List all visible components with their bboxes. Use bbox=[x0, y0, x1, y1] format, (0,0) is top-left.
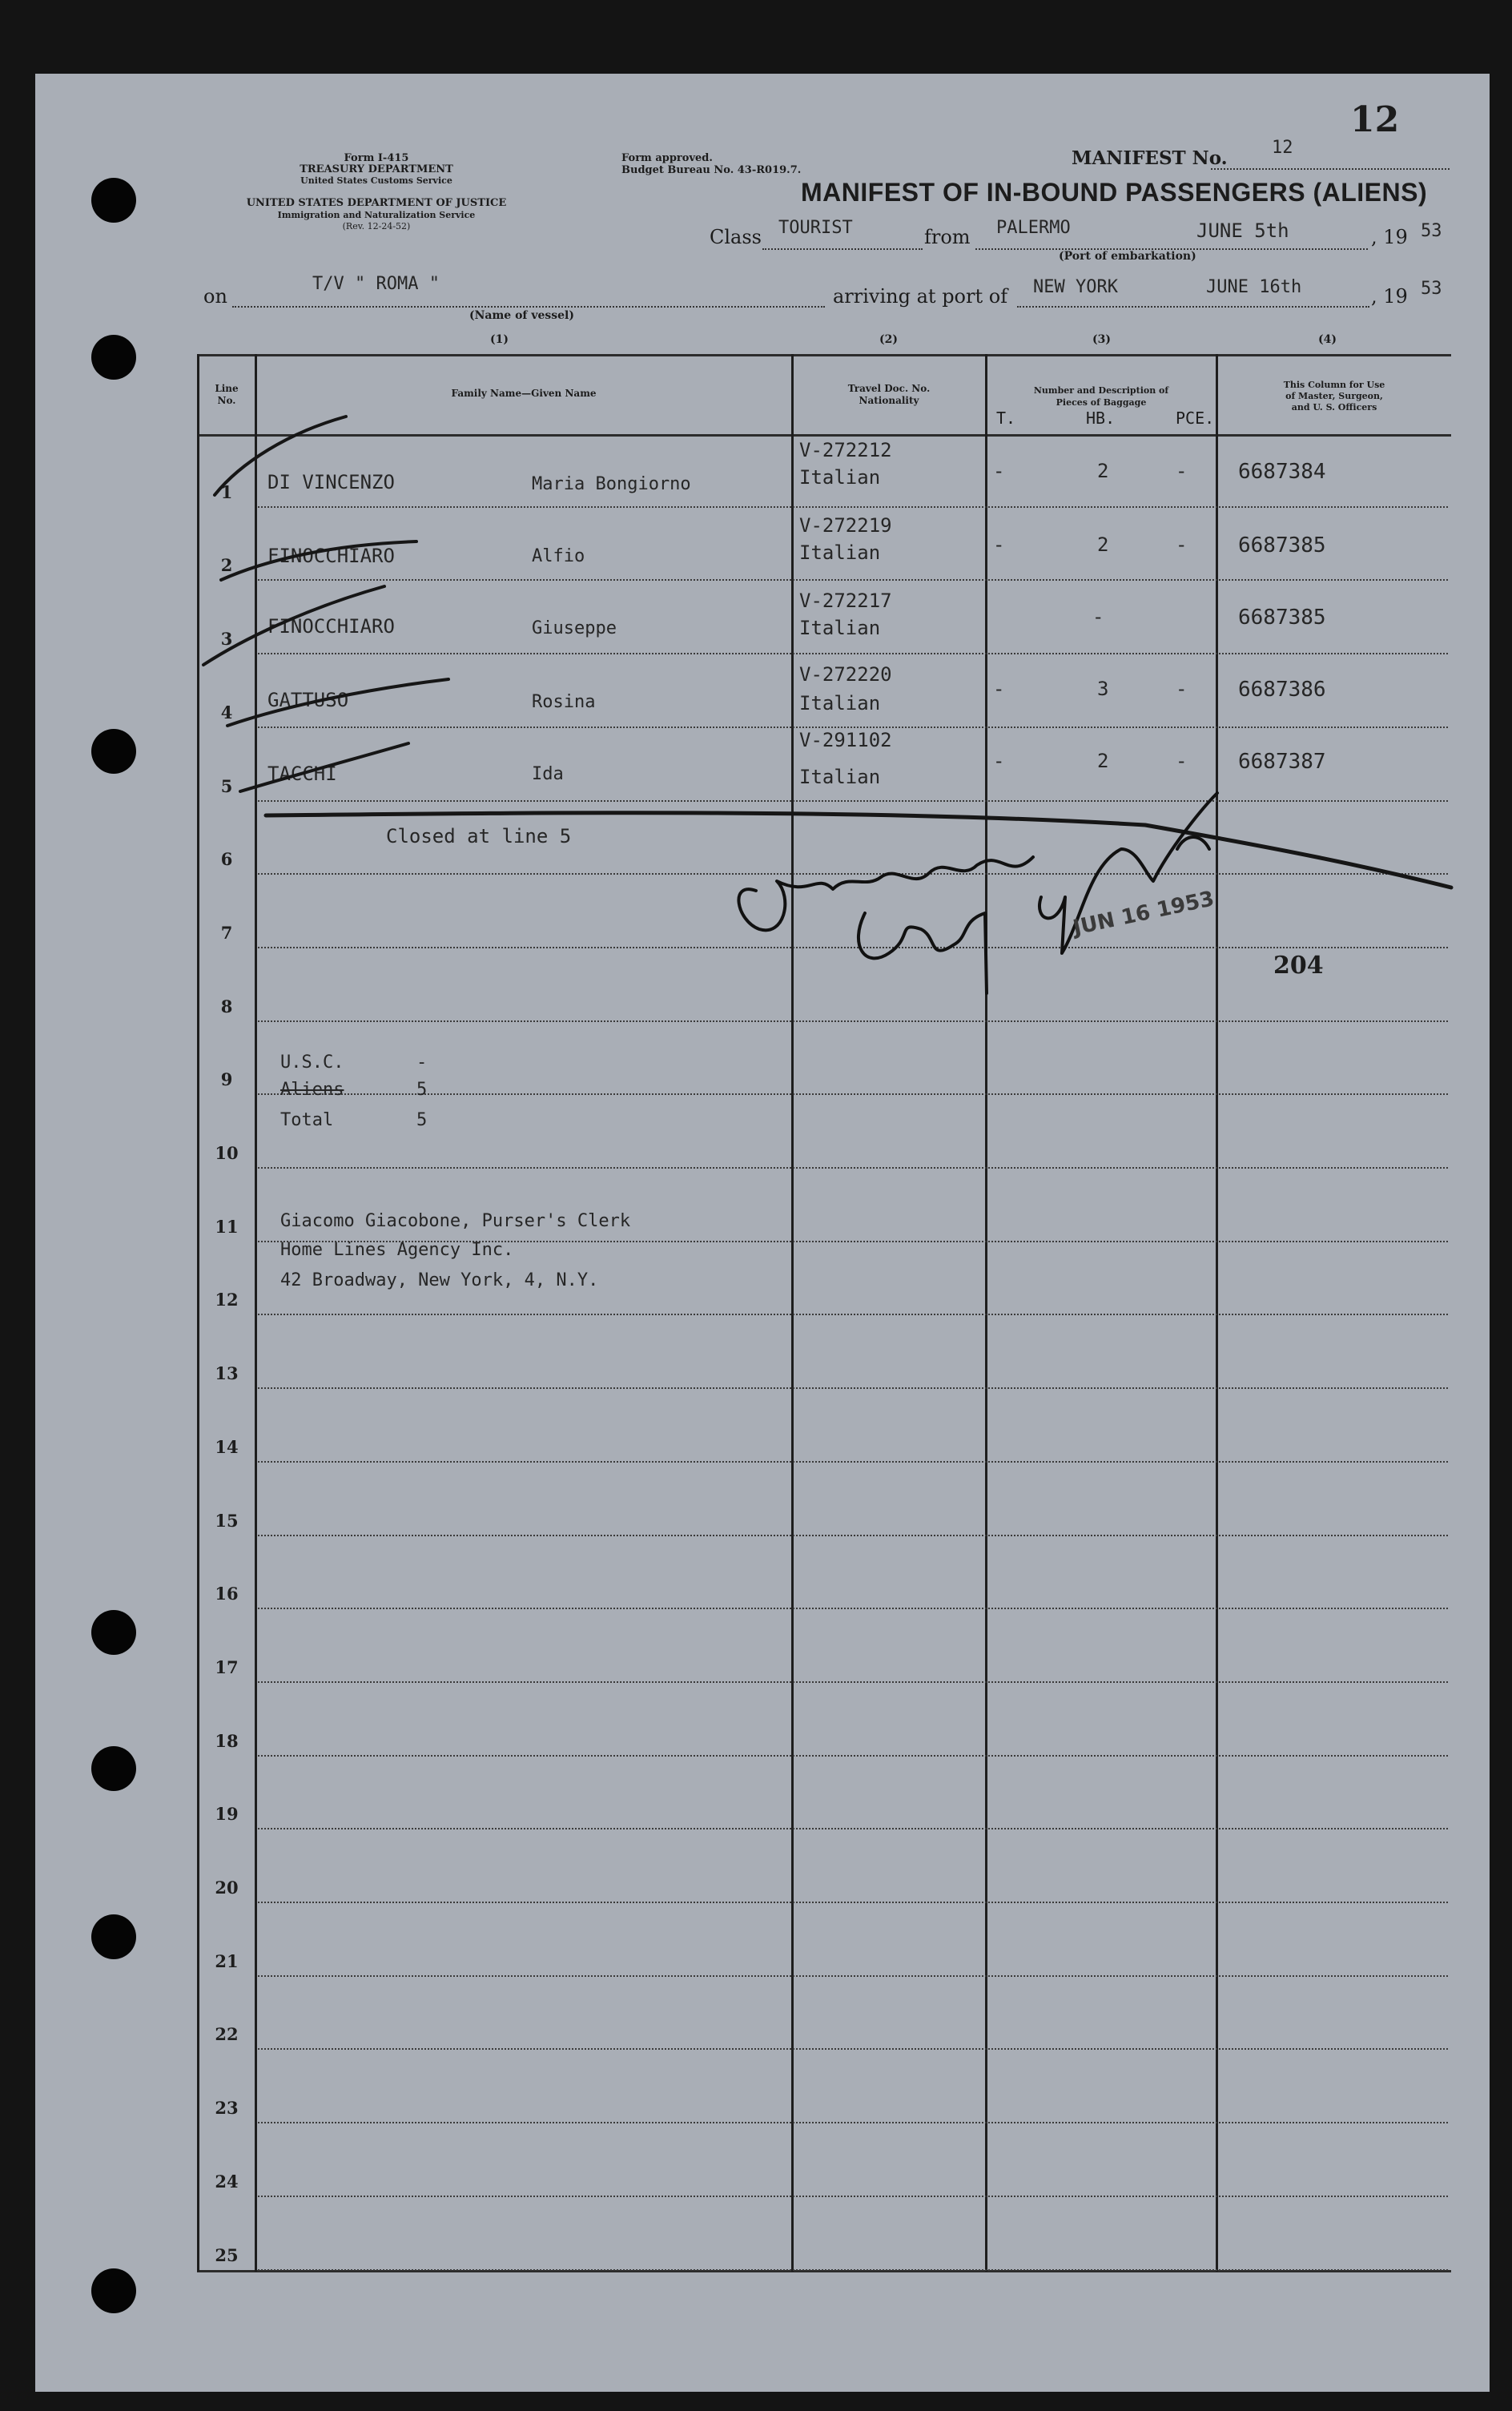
passenger-given-name: Rosina bbox=[532, 692, 596, 712]
header-officers-line3: and U. S. Officers bbox=[1291, 402, 1377, 413]
passenger-family-name: FINOCCHIARO bbox=[267, 615, 395, 638]
passenger-given-name: Giuseppe bbox=[532, 618, 617, 638]
passenger-doc-no: V-291102 bbox=[799, 729, 892, 751]
line-number: 15 bbox=[215, 1511, 239, 1531]
header-officers-line2: of Master, Surgeon, bbox=[1285, 391, 1383, 401]
vessel-caption: (Name of vessel) bbox=[469, 309, 574, 322]
line-number: 16 bbox=[215, 1584, 239, 1604]
line-number: 19 bbox=[215, 1804, 239, 1824]
passenger-given-name: Alfio bbox=[532, 546, 585, 566]
line-number: 24 bbox=[215, 2172, 239, 2192]
line-number: 20 bbox=[215, 1878, 239, 1898]
class-label: Class bbox=[710, 226, 762, 248]
summary-total-value: 5 bbox=[416, 1110, 428, 1130]
passenger-family-name: TACCHI bbox=[267, 763, 337, 785]
baggage-t: - bbox=[993, 678, 1005, 700]
closing-line bbox=[266, 813, 1451, 888]
col-number-1: (1) bbox=[490, 333, 509, 346]
header-nationality-label: Nationality bbox=[859, 395, 919, 406]
baggage-pce: - bbox=[1176, 460, 1188, 482]
from-date: JUNE 5th bbox=[1196, 219, 1289, 242]
purser-agency: Home Lines Agency Inc. bbox=[280, 1240, 514, 1260]
doj-line: UNITED STATES DEPARTMENT OF JUSTICE bbox=[246, 197, 507, 209]
header-baggage-line1: Number and Description of bbox=[1033, 385, 1169, 396]
line-number: 5 bbox=[220, 776, 233, 796]
header-baggage-t: T. bbox=[996, 409, 1016, 428]
purser-name: Giacomo Giacobone, Purser's Clerk bbox=[280, 1211, 631, 1231]
passenger-given-name: Maria Bongiorno bbox=[532, 474, 691, 494]
line-number: 13 bbox=[215, 1363, 239, 1383]
stamp-text: JUN 16 1953 bbox=[1071, 887, 1216, 940]
baggage-pce: - bbox=[1176, 678, 1188, 700]
line-number: 12 bbox=[215, 1290, 239, 1310]
handwritten-signature bbox=[738, 793, 1217, 993]
passenger-family-name: DI VINCENZO bbox=[267, 471, 395, 493]
col-number-4: (4) bbox=[1318, 333, 1337, 346]
line-number: 21 bbox=[215, 1951, 239, 1971]
passenger-doc-no: V-272219 bbox=[799, 514, 892, 537]
vessel-name: T/V " ROMA " bbox=[312, 274, 440, 294]
header-line-label: Line bbox=[215, 383, 239, 394]
year-prefix: 19 bbox=[1383, 285, 1408, 308]
arrival-year: 53 bbox=[1421, 279, 1442, 299]
date-stamp bbox=[1069, 887, 1216, 940]
from-year-prefix: , 19 bbox=[1371, 226, 1408, 248]
strike-row-4 bbox=[227, 679, 448, 726]
line-number: 8 bbox=[220, 996, 233, 1016]
line-number: 10 bbox=[215, 1143, 239, 1163]
officer-number: 6687385 bbox=[1238, 606, 1326, 630]
line-number: 4 bbox=[220, 702, 233, 722]
officer-number: 6687385 bbox=[1238, 533, 1326, 557]
summary-usc-value: - bbox=[416, 1053, 428, 1073]
ins-line: Immigration and Naturalization Service bbox=[277, 210, 476, 220]
header-baggage-pce: PCE. bbox=[1176, 409, 1215, 428]
passenger-nationality: Italian bbox=[799, 541, 881, 564]
signature-stroke-2 bbox=[859, 913, 987, 993]
officer-number: 6687387 bbox=[1238, 750, 1326, 774]
line-number: 23 bbox=[215, 2098, 239, 2118]
officer-number: 6687386 bbox=[1238, 678, 1326, 702]
strike-row-1 bbox=[215, 417, 346, 495]
baggage-pce: - bbox=[1176, 533, 1188, 556]
form-approved: Form approved. bbox=[621, 152, 713, 164]
line-number: 1 bbox=[220, 482, 233, 502]
header-travel-doc-label: Travel Doc. No. bbox=[847, 383, 931, 394]
line-number: 17 bbox=[215, 1657, 239, 1677]
budget-bureau: Budget Bureau No. 43-R019.7. bbox=[621, 164, 802, 176]
port-caption: (Port of embarkation) bbox=[1059, 250, 1196, 263]
passenger-nationality: Italian bbox=[799, 766, 881, 788]
customs-service: United States Customs Service bbox=[300, 175, 452, 186]
col-number-3: (3) bbox=[1092, 333, 1111, 346]
manifest-no-value: 12 bbox=[1272, 138, 1293, 158]
header-officers-line1: This Column for Use bbox=[1283, 380, 1385, 390]
line-number: 7 bbox=[220, 923, 233, 943]
manifest-title: MANIFEST OF IN-BOUND PASSENGERS (ALIENS) bbox=[801, 178, 1428, 207]
year-prefix: 19 bbox=[1383, 226, 1408, 248]
page-number: 12 bbox=[1350, 99, 1400, 140]
line-number: 9 bbox=[220, 1069, 233, 1089]
closed-at-line-note: Closed at line 5 bbox=[386, 825, 572, 847]
passenger-nationality: Italian bbox=[799, 466, 881, 489]
line-number: 25 bbox=[215, 2245, 239, 2265]
baggage-hb: - bbox=[1092, 606, 1104, 628]
passenger-family-name: FINOCCHIARO bbox=[267, 545, 395, 567]
baggage-t: - bbox=[993, 460, 1005, 482]
treasury-department: TREASURY DEPARTMENT bbox=[300, 163, 453, 175]
passenger-doc-no: V-272212 bbox=[799, 439, 892, 461]
summary-aliens-value: 5 bbox=[416, 1080, 428, 1100]
from-year: 53 bbox=[1421, 221, 1442, 241]
on-label: on bbox=[203, 285, 227, 308]
baggage-t: - bbox=[993, 533, 1005, 556]
strike-marks bbox=[203, 417, 1451, 888]
passenger-nationality: Italian bbox=[799, 617, 881, 639]
strike-row-3 bbox=[203, 586, 384, 665]
passenger-family-name: GATTUSO bbox=[267, 689, 349, 711]
line-number: 11 bbox=[215, 1217, 239, 1237]
from-label: from bbox=[924, 226, 971, 248]
header-name: Family Name—Given Name bbox=[451, 388, 597, 399]
baggage-pce: - bbox=[1176, 750, 1188, 772]
officer-note: 204 bbox=[1273, 952, 1324, 980]
purser-address: 42 Broadway, New York, 4, N.Y. bbox=[280, 1270, 599, 1290]
summary-aliens-label: Aliens bbox=[280, 1080, 344, 1100]
line-number: 6 bbox=[220, 849, 233, 869]
baggage-t: - bbox=[993, 750, 1005, 772]
baggage-hb: 3 bbox=[1097, 678, 1109, 700]
arrival-date: JUNE 16th bbox=[1206, 277, 1302, 297]
arrival-port: NEW YORK bbox=[1033, 277, 1118, 297]
summary-usc-label: U.S.C. bbox=[280, 1053, 344, 1073]
strike-row-5 bbox=[240, 743, 408, 791]
line-number: 22 bbox=[215, 2024, 239, 2044]
class-value: TOURIST bbox=[778, 218, 853, 238]
officer-number: 6687384 bbox=[1238, 460, 1326, 484]
from-port: PALERMO bbox=[996, 218, 1071, 238]
signature-stroke-3 bbox=[1040, 793, 1217, 953]
header-no-label: No. bbox=[217, 395, 236, 406]
form-number: Form I-415 bbox=[344, 152, 409, 164]
header-baggage-line2: Pieces of Baggage bbox=[1056, 397, 1147, 408]
passenger-given-name: Ida bbox=[532, 764, 564, 784]
line-number: 2 bbox=[220, 555, 233, 575]
passenger-doc-no: V-272220 bbox=[799, 663, 892, 686]
baggage-hb: 2 bbox=[1097, 533, 1109, 556]
revision-line: (Rev. 12-24-52) bbox=[342, 221, 411, 231]
line-number: 18 bbox=[215, 1731, 239, 1751]
baggage-hb: 2 bbox=[1097, 750, 1109, 772]
signature-stroke-1 bbox=[738, 857, 1033, 930]
strike-row-2 bbox=[221, 541, 416, 580]
header-baggage-hb: HB. bbox=[1086, 409, 1116, 428]
line-number: 3 bbox=[220, 629, 233, 649]
arrival-year-prefix: , 19 bbox=[1371, 285, 1408, 308]
line-number: 14 bbox=[215, 1437, 239, 1457]
summary-total-label: Total bbox=[280, 1110, 334, 1130]
baggage-hb: 2 bbox=[1097, 460, 1109, 482]
passenger-nationality: Italian bbox=[799, 692, 881, 714]
passenger-doc-no: V-272217 bbox=[799, 590, 892, 612]
manifest-no-label: MANIFEST No. bbox=[1072, 147, 1228, 169]
arriving-label: arriving at port of bbox=[833, 285, 1008, 308]
col-number-2: (2) bbox=[879, 333, 898, 346]
